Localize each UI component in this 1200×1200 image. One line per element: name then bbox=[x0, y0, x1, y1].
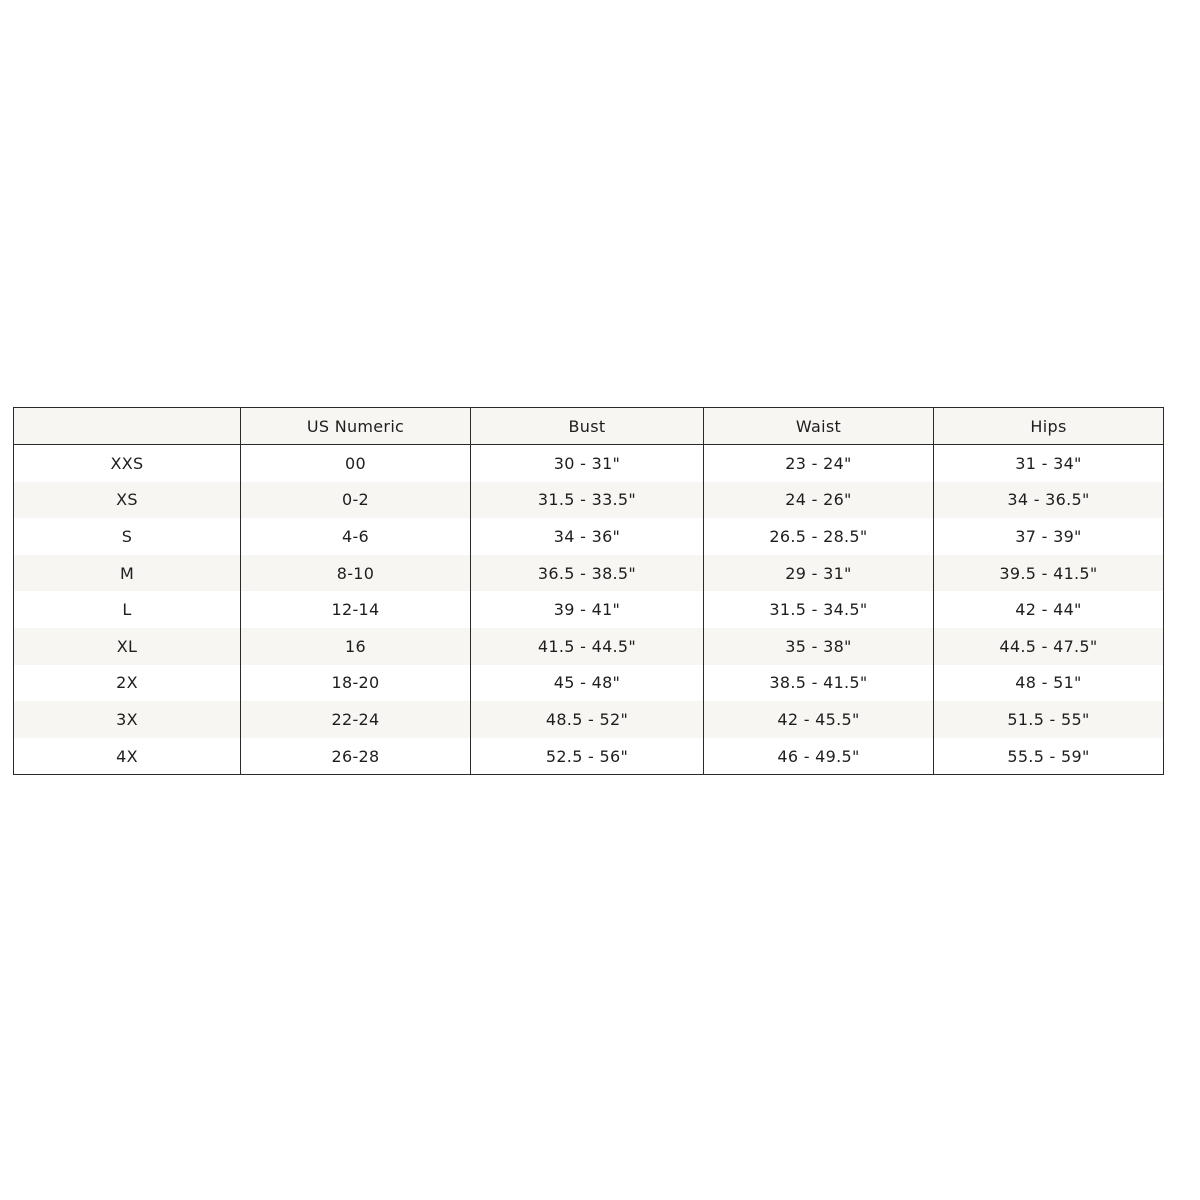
waist-cell: 23 - 24" bbox=[704, 445, 934, 482]
us-numeric-cell: 00 bbox=[241, 445, 471, 482]
hips-cell: 31 - 34" bbox=[934, 445, 1164, 482]
waist-cell: 26.5 - 28.5" bbox=[704, 518, 934, 555]
bust-cell: 31.5 - 33.5" bbox=[471, 482, 704, 519]
table-header bbox=[14, 408, 1164, 445]
us-numeric-cell: 8-10 bbox=[241, 555, 471, 592]
size-cell: XXS bbox=[14, 445, 241, 482]
waist-cell: 31.5 - 34.5" bbox=[704, 591, 934, 628]
table-row bbox=[14, 701, 1164, 738]
waist-cell: 35 - 38" bbox=[704, 628, 934, 665]
size-cell: S bbox=[14, 518, 241, 555]
hips-cell: 37 - 39" bbox=[934, 518, 1164, 555]
waist-cell: 24 - 26" bbox=[704, 482, 934, 519]
table-row bbox=[14, 482, 1164, 519]
bust-cell: 41.5 - 44.5" bbox=[471, 628, 704, 665]
us-numeric-cell: 16 bbox=[241, 628, 471, 665]
size-table bbox=[13, 407, 1164, 775]
header-row bbox=[14, 408, 1164, 445]
hips-cell: 51.5 - 55" bbox=[934, 701, 1164, 738]
waist-cell: 46 - 49.5" bbox=[704, 738, 934, 775]
table-row bbox=[14, 628, 1164, 665]
table-row bbox=[14, 665, 1164, 702]
header-hips: Hips bbox=[934, 408, 1164, 445]
hips-cell: 42 - 44" bbox=[934, 591, 1164, 628]
size-cell: M bbox=[14, 555, 241, 592]
table-body bbox=[14, 445, 1164, 775]
us-numeric-cell: 18-20 bbox=[241, 665, 471, 702]
size-cell: L bbox=[14, 591, 241, 628]
header-bust: Bust bbox=[471, 408, 704, 445]
table-row bbox=[14, 555, 1164, 592]
waist-cell: 29 - 31" bbox=[704, 555, 934, 592]
size-cell: 2X bbox=[14, 665, 241, 702]
waist-cell: 42 - 45.5" bbox=[704, 701, 934, 738]
size-cell: 3X bbox=[14, 701, 241, 738]
header-waist: Waist bbox=[704, 408, 934, 445]
size-cell: XL bbox=[14, 628, 241, 665]
header-size bbox=[14, 408, 241, 445]
us-numeric-cell: 12-14 bbox=[241, 591, 471, 628]
bust-cell: 45 - 48" bbox=[471, 665, 704, 702]
size-cell: 4X bbox=[14, 738, 241, 775]
table-row bbox=[14, 445, 1164, 482]
size-chart bbox=[13, 407, 1163, 775]
waist-cell: 38.5 - 41.5" bbox=[704, 665, 934, 702]
hips-cell: 44.5 - 47.5" bbox=[934, 628, 1164, 665]
us-numeric-cell: 22-24 bbox=[241, 701, 471, 738]
size-cell: XS bbox=[14, 482, 241, 519]
header-us-numeric: US Numeric bbox=[241, 408, 471, 445]
hips-cell: 48 - 51" bbox=[934, 665, 1164, 702]
us-numeric-cell: 0-2 bbox=[241, 482, 471, 519]
bust-cell: 52.5 - 56" bbox=[471, 738, 704, 775]
bust-cell: 48.5 - 52" bbox=[471, 701, 704, 738]
hips-cell: 55.5 - 59" bbox=[934, 738, 1164, 775]
us-numeric-cell: 26-28 bbox=[241, 738, 471, 775]
hips-cell: 39.5 - 41.5" bbox=[934, 555, 1164, 592]
bust-cell: 36.5 - 38.5" bbox=[471, 555, 704, 592]
bust-cell: 30 - 31" bbox=[471, 445, 704, 482]
table-row bbox=[14, 591, 1164, 628]
bust-cell: 34 - 36" bbox=[471, 518, 704, 555]
table-row bbox=[14, 738, 1164, 775]
us-numeric-cell: 4-6 bbox=[241, 518, 471, 555]
hips-cell: 34 - 36.5" bbox=[934, 482, 1164, 519]
bust-cell: 39 - 41" bbox=[471, 591, 704, 628]
table-row bbox=[14, 518, 1164, 555]
